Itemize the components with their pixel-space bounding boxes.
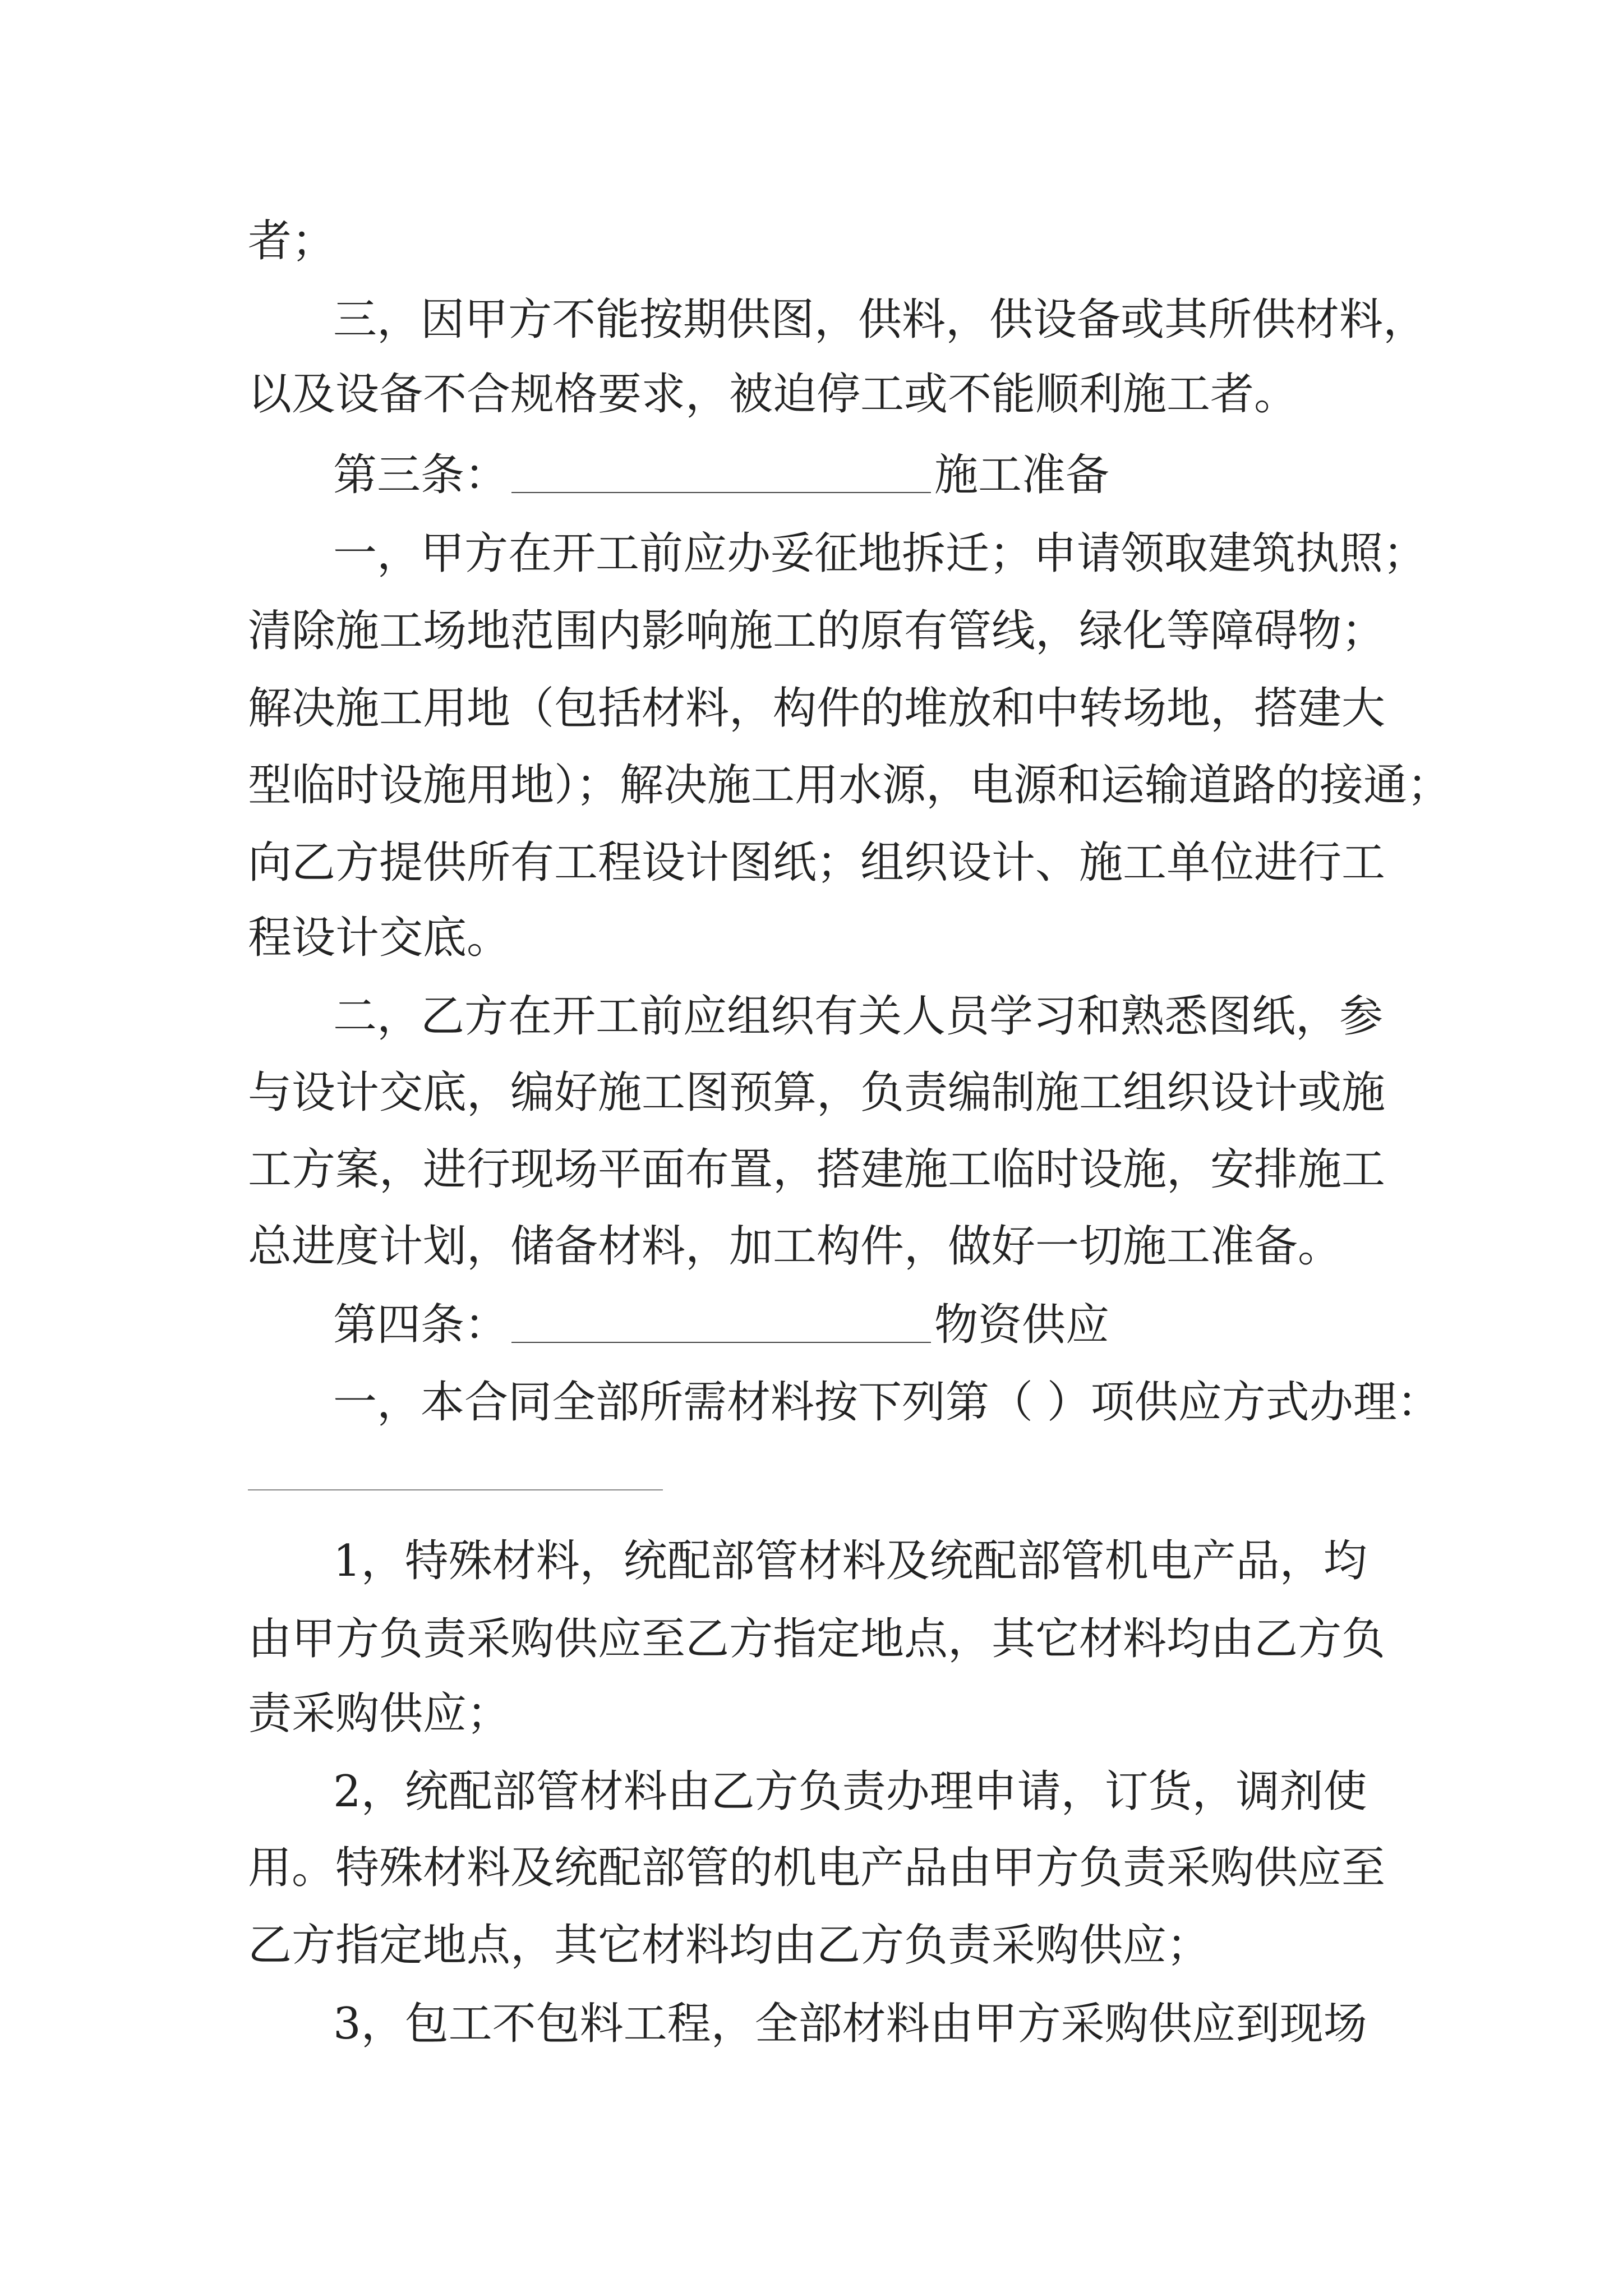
paragraph-line: 乙方指定地点，其它材料均由乙方负责采购供应； bbox=[248, 1920, 1211, 1971]
paragraph-line: 一，甲方在开工前应办妥征地拆迁；申请领取建筑执照； bbox=[333, 528, 1427, 579]
paragraph-line: 用。特殊材料及统配部管的机电产品由甲方负责采购供应至 bbox=[248, 1843, 1386, 1893]
paragraph-line: 型临时设施用地）；解决施工用水源，电源和运输道路的接通； bbox=[248, 760, 1451, 811]
paragraph-line: 3，包工不包料工程，全部材料由甲方采购供应到现场 bbox=[333, 1999, 1367, 2049]
paragraph-line: 总进度计划，储备材料，加工构件，做好一切施工准备。 bbox=[248, 1221, 1342, 1272]
paragraph-line: 由甲方负责采购供应至乙方指定地点，其它材料均由乙方负 bbox=[248, 1614, 1386, 1664]
paragraph-line: 一，本合同全部所需材料按下列第（ ）项供应方式办理： bbox=[333, 1377, 1441, 1428]
paragraph-line: 三，因甲方不能按期供图，供料，供设备或其所供材料， bbox=[333, 295, 1427, 345]
fill-in-blank[interactable] bbox=[511, 453, 931, 493]
fill-in-blank[interactable] bbox=[511, 1303, 931, 1343]
paragraph-line: 以及设备不合规格要求，被迫停工或不能顺利施工者。 bbox=[248, 369, 1298, 420]
paragraph-line: 向乙方提供所有工程设计图纸；组织设计、施工单位进行工 bbox=[248, 838, 1386, 888]
paragraph-line: 解决施工用地（包括材料，构件的堆放和中转场地，搭建大 bbox=[248, 683, 1386, 734]
paragraph-line: 清除施工场地范围内影响施工的原有管线，绿化等障碍物； bbox=[248, 606, 1386, 656]
paragraph-line: 2，统配部管材料由乙方负责办理申请，订货，调剂使 bbox=[333, 1766, 1367, 1817]
article-4-title: 物资供应 bbox=[934, 1300, 1110, 1350]
paragraph-line: 二，乙方在开工前应组织有关人员学习和熟悉图纸，参 bbox=[333, 991, 1384, 1042]
article-3-prefix: 第三条： bbox=[333, 450, 509, 500]
paragraph-line: 程设计交底。 bbox=[248, 913, 511, 963]
article-3-heading bbox=[333, 447, 1109, 503]
paragraph-line: 工方案，进行现场平面布置，搭建施工临时设施，安排施工 bbox=[248, 1144, 1386, 1195]
article-4-prefix: 第四条： bbox=[333, 1300, 509, 1350]
document-page bbox=[248, 0, 1451, 2296]
paragraph-line: 责采购供应； bbox=[248, 1688, 511, 1739]
article-4-heading bbox=[333, 1297, 1109, 1353]
separator-line bbox=[248, 1489, 663, 1490]
paragraph-line: 1，特殊材料，统配部管材料及统配部管机电产品，均 bbox=[333, 1536, 1367, 1586]
paragraph-line: 者； bbox=[248, 216, 336, 266]
paragraph-line: 与设计交底，编好施工图预算，负责编制施工组织设计或施 bbox=[248, 1068, 1386, 1118]
article-3-title: 施工准备 bbox=[934, 450, 1110, 500]
